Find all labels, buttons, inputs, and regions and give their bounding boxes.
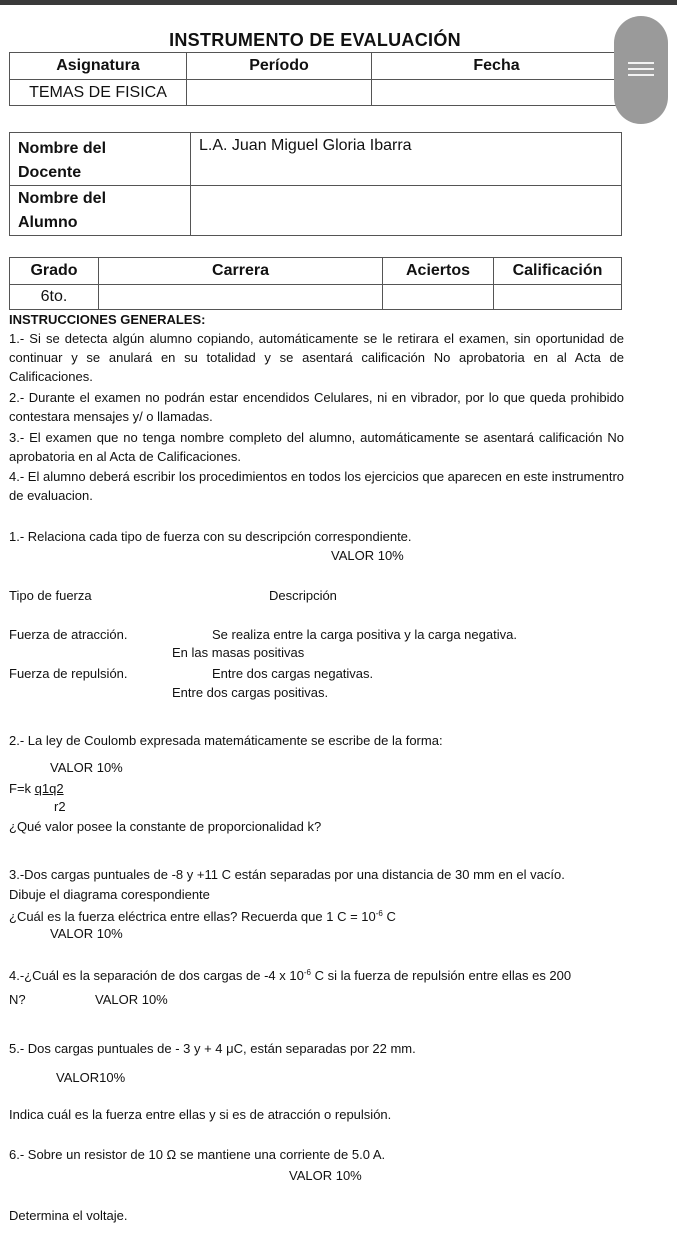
q2-formula-lhs: F=k	[9, 781, 35, 796]
alumno-label-line2: Alumno	[18, 214, 78, 231]
subject-table	[9, 52, 622, 106]
q3-value: VALOR 10%	[50, 926, 123, 941]
docente-label-line1: Nombre del	[18, 140, 107, 157]
fecha-header: Fecha	[372, 53, 622, 80]
q2-question: ¿Qué valor posee la constante de proporcionalidad k?	[9, 819, 322, 834]
aciertos-value[interactable]	[383, 285, 494, 310]
periodo-value[interactable]	[187, 80, 372, 106]
document-title: INSTRUMENTO DE EVALUACIÓN	[169, 30, 461, 50]
q2-value: VALOR 10%	[50, 760, 123, 775]
instruction-2: 2.- Durante el examen no podrán estar encendidos Celulares, ni en vibrador, por lo que queda prohibido contestara mensajes y/ o llamadas.	[9, 390, 624, 424]
carrera-value[interactable]	[99, 285, 383, 310]
q1-desc-3: Entre dos cargas negativas.	[212, 666, 374, 681]
q6-question: Determina el voltaje.	[9, 1208, 128, 1223]
asignatura-value: TEMAS DE FISICA	[10, 80, 187, 106]
q1-col-tipo: Tipo de fuerza	[9, 588, 92, 603]
instruction-3: 3.- El examen que no tenga nombre completo del alumno, automáticamente se asentará calificación No aprobatoria en al Acta de Calificaciones.	[9, 430, 624, 464]
q6-text: 6.- Sobre un resistor de 10 Ω se mantiene una corriente de 5.0 A.	[9, 1147, 386, 1162]
q6-value: VALOR 10%	[289, 1168, 362, 1183]
periodo-header: Período	[187, 53, 372, 80]
scroll-handle[interactable]	[614, 16, 668, 124]
top-bar	[0, 0, 677, 5]
q5-text: 5.- Dos cargas puntuales de - 3 y + 4 μC, están separadas por 22 mm.	[9, 1041, 416, 1056]
carrera-header: Carrera	[99, 258, 383, 285]
calificacion-header: Calificación	[494, 258, 622, 285]
alumno-label	[10, 186, 191, 236]
q1-col-desc: Descripción	[269, 588, 337, 603]
q3-line3-exp: -6	[375, 909, 383, 918]
scroll-grip-icon	[628, 68, 654, 70]
q3-line3-text: ¿Cuál es la fuerza eléctrica entre ellas? Recuerda que 1 C = 10	[9, 909, 376, 924]
q3-text: 3.-Dos cargas puntuales de -8 y +11 C están separadas por una distancia de 30 mm en el vacío.	[9, 867, 565, 882]
names-table	[9, 132, 622, 236]
q2-formula-denominator: r2	[54, 799, 66, 814]
fecha-value[interactable]	[372, 80, 622, 106]
q2-formula	[9, 779, 64, 798]
q2-formula-numerator: q1q2	[34, 781, 64, 796]
grado-header: Grado	[10, 258, 99, 285]
grado-value: 6to.	[10, 285, 99, 310]
q3-line3-end: C	[382, 909, 396, 924]
q4-text-b: C si la fuerza de repulsión entre ellas es 200	[310, 968, 572, 983]
instruction-4: 4.- El alumno deberá escribir los procedimientos en todos los ejercicios que aparecen en este instrumentro de evaluacion.	[9, 469, 624, 503]
q1-tipo-1: Fuerza de atracción.	[9, 627, 128, 642]
instruction-1: 1.- Si se detecta algún alumno copiando, automáticamente se le retirara el examen, sin oportunidad de continuar y se anulará en su totalidad y se asentará calificación No aprobatoria en al Acta de Calificaciones.	[9, 331, 624, 384]
q5-value: VALOR10%	[56, 1070, 126, 1085]
asignatura-header: Asignatura	[10, 53, 187, 80]
alumno-label-line1: Nombre del	[18, 190, 107, 207]
q2-text: 2.- La ley de Coulomb expresada matemáticamente se escribe de la forma:	[9, 733, 443, 748]
q4-exp: -6	[303, 968, 311, 977]
q3-line3	[9, 904, 396, 926]
q4-line2: N?	[9, 992, 26, 1007]
q4-value: VALOR 10%	[95, 992, 168, 1007]
q1-desc-2: En las masas positivas	[172, 645, 305, 660]
grade-table	[9, 257, 622, 310]
scroll-grip-icon	[628, 74, 654, 76]
q1-value: VALOR 10%	[331, 548, 404, 563]
alumno-value[interactable]	[191, 186, 622, 236]
docente-label	[10, 133, 191, 186]
q1-tipo-2: Fuerza de repulsión.	[9, 666, 128, 681]
docente-value: L.A. Juan Miguel Gloria Ibarra	[191, 133, 622, 186]
q1-desc-4: Entre dos cargas positivas.	[172, 685, 329, 700]
aciertos-header: Aciertos	[383, 258, 494, 285]
docente-label-line2: Docente	[18, 164, 82, 181]
q3-line2: Dibuje el diagrama corespondiente	[9, 887, 210, 902]
q1-text: 1.- Relaciona cada tipo de fuerza con su descripción correspondiente.	[9, 529, 412, 544]
scroll-grip-icon	[628, 62, 654, 64]
q1-desc-1: Se realiza entre la carga positiva y la carga negativa.	[212, 627, 517, 642]
q4-text	[9, 963, 571, 985]
q5-question: Indica cuál es la fuerza entre ellas y si es de atracción o repulsión.	[9, 1107, 392, 1122]
q4-text-a: 4.-¿Cuál es la separación de dos cargas de -4 x 10	[9, 968, 304, 983]
instructions-heading: INSTRUCCIONES GENERALES:	[9, 312, 206, 327]
calificacion-value[interactable]	[494, 285, 622, 310]
